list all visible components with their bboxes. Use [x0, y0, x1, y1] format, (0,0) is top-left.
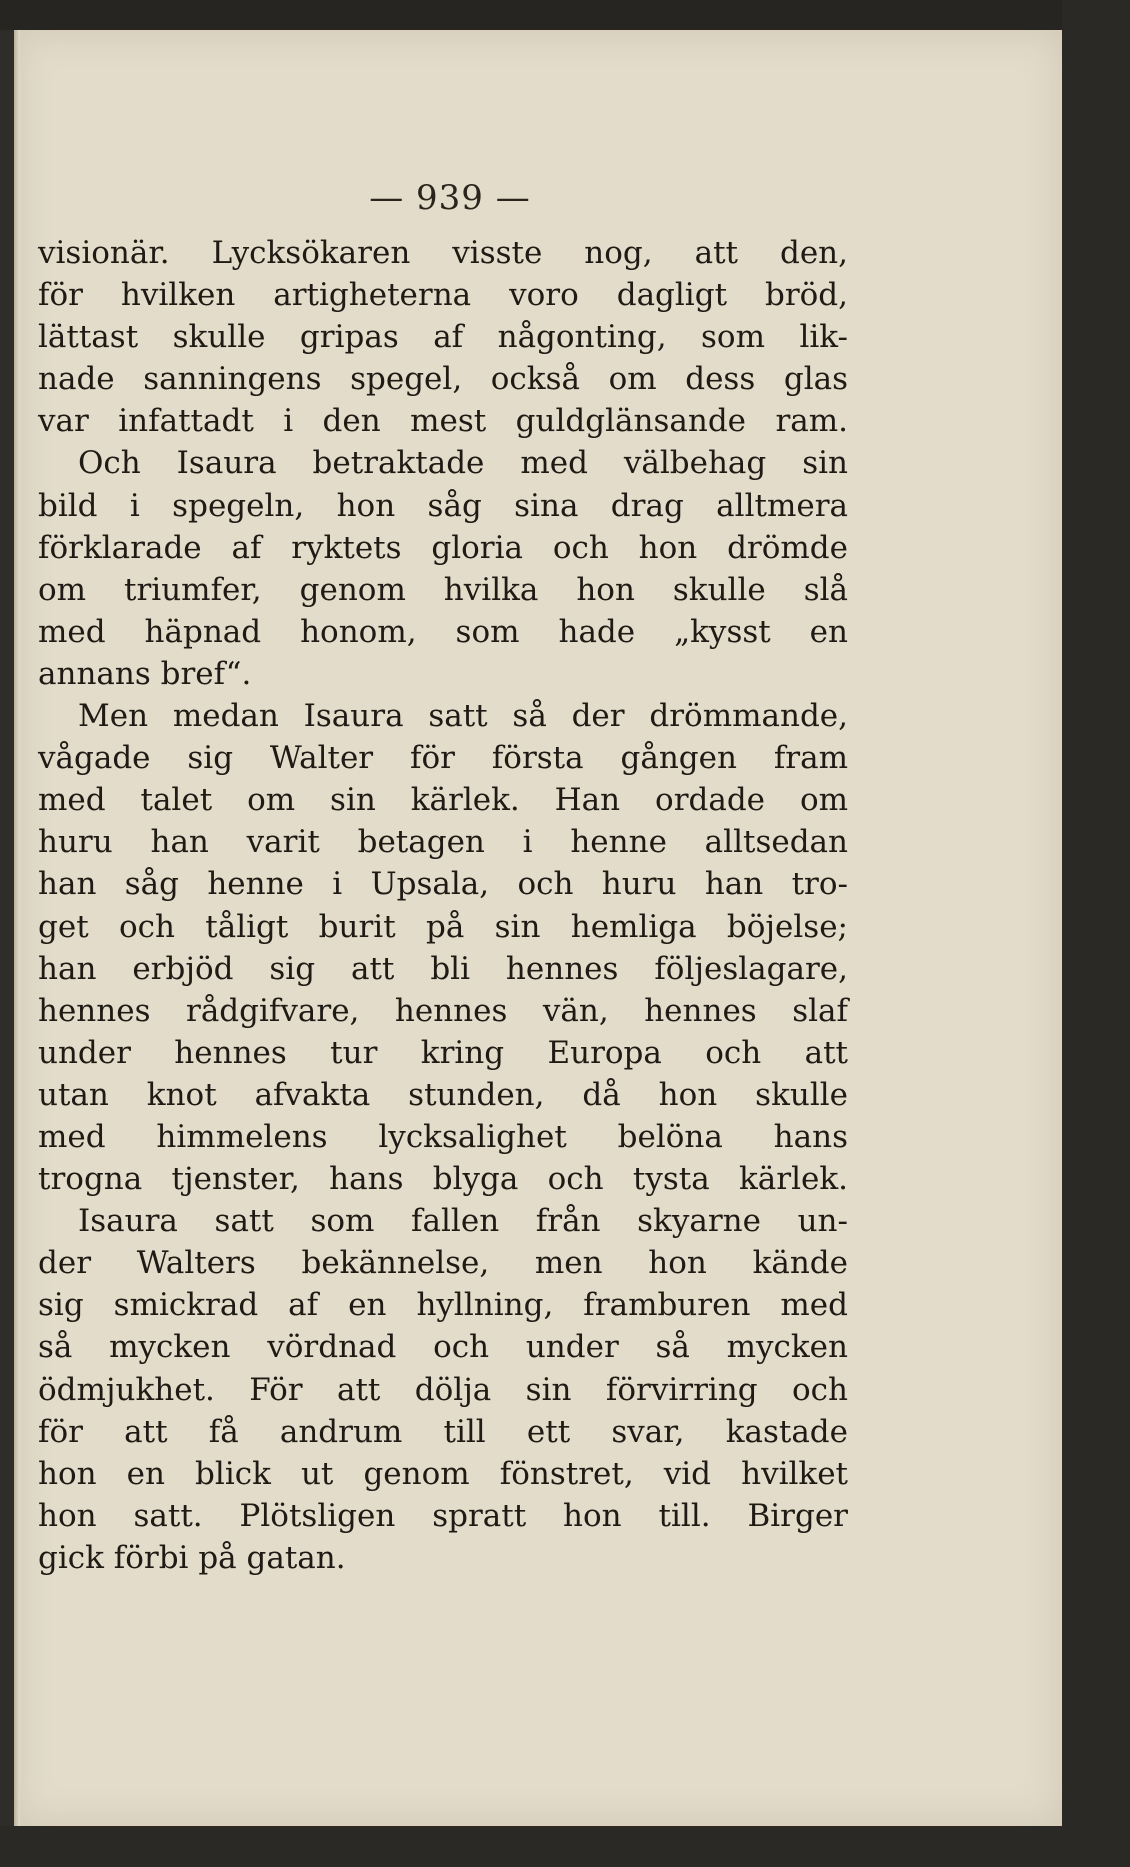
- text-line: trogna tjenster, hans blyga och tysta kärlek.: [38, 1161, 848, 1198]
- text-line: utan knot afvakta stunden, då hon skulle: [38, 1076, 848, 1113]
- text-line: han erbjöd sig att bli hennes följeslagare,: [38, 950, 848, 987]
- text-line: han såg henne i Upsala, och huru han tro-: [38, 866, 848, 903]
- text-line: Isaura satt som fallen från skyarne un-: [78, 1203, 848, 1240]
- scan-top-border: [0, 0, 1130, 30]
- page-binding-edge: [14, 30, 20, 1826]
- text-line: med häpnad honom, som hade „kysst en: [38, 613, 848, 650]
- text-line: bild i spegeln, hon såg sina drag alltmera: [38, 487, 848, 524]
- text-line: så mycken vördnad och under så mycken: [38, 1329, 848, 1366]
- text-line: visionär. Lycksökaren visste nog, att den,: [38, 235, 848, 271]
- text-line: annans bref“.: [38, 655, 252, 692]
- text-line: nade sanningens spegel, också om dess glas: [38, 361, 848, 398]
- text-line: hennes rådgifvare, hennes vän, hennes slaf: [38, 992, 848, 1029]
- text-line: vågade sig Walter för första gången fram: [38, 740, 848, 777]
- text-line: der Walters bekännelse, men hon kände: [38, 1245, 848, 1282]
- scan-bottom-border: [0, 1826, 1130, 1867]
- text-line: hon en blick ut genom fönstret, vid hvilket: [38, 1455, 848, 1492]
- page-number: — 939 —: [369, 178, 531, 218]
- text-line: med himmelens lycksalighet belöna hans: [38, 1118, 848, 1155]
- text-line: hon satt. Plötsligen spratt hon till. Birger: [38, 1497, 848, 1534]
- text-line: lättast skulle gripas af någonting, som lik-: [38, 319, 848, 356]
- text-line: ödmjukhet. För att dölja sin förvirring och: [38, 1371, 848, 1408]
- text-line: förklarade af ryktets gloria och hon drömde: [38, 529, 848, 566]
- text-line: sig smickrad af en hyllning, framburen med: [38, 1287, 848, 1324]
- text-line: huru han varit betagen i henne alltsedan: [38, 824, 848, 861]
- text-line: för att få andrum till ett svar, kastade: [38, 1413, 848, 1450]
- text-line: var infattadt i den mest guldglänsande ram.: [38, 403, 848, 440]
- text-line: Och Isaura betraktade med välbehag sin: [78, 445, 848, 482]
- text-line: om triumfer, genom hvilka hon skulle slå: [38, 571, 848, 608]
- text-line: get och tåligt burit på sin hemliga böjelse;: [38, 908, 848, 945]
- text-line: under hennes tur kring Europa och att: [38, 1034, 848, 1071]
- text-line: med talet om sin kärlek. Han ordade om: [38, 782, 848, 819]
- text-line: för hvilken artigheterna voro dagligt bröd,: [38, 277, 848, 314]
- text-line: Men medan Isaura satt så der drömmande,: [78, 698, 848, 735]
- scan-right-border: [1062, 0, 1130, 1867]
- text-line: gick förbi på gatan.: [38, 1539, 346, 1576]
- body-text: [38, 232, 848, 1579]
